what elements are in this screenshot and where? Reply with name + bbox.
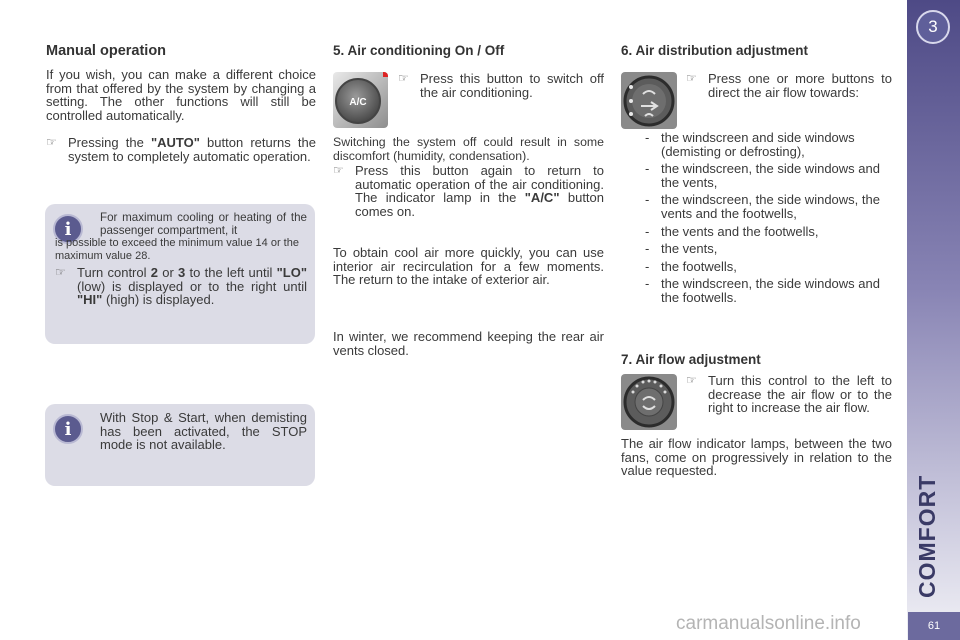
chapter-title: COMFORT: [914, 474, 940, 598]
pointing-hand-icon: ☞: [686, 71, 697, 85]
ac-off-note: Switching the system off could result in some discomfort (humidity, condensation).: [333, 135, 604, 163]
stop-start-text: With Stop & Start, when demisting has been activated, the STOP mode is not available.: [100, 410, 307, 453]
info-box-temperature: [45, 204, 315, 344]
ac-button-image: [333, 72, 388, 128]
auto-bullet: ☞ Pressing the "AUTO" button returns the system to completely automatic operation.: [46, 135, 316, 164]
air-flow-bullet: ☞ Turn this control to the left to decrease the air flow or to the right to increase the air flow.: [686, 373, 892, 416]
air-flow-control-image: [621, 374, 677, 430]
ac-on-bullet: ☞ Press this button again to return to automatic operation of the air conditioning. The indicator lamp in the "A/C" button comes on.: [333, 163, 604, 219]
chapter-number-badge: 3: [916, 10, 950, 44]
ac-off-bullet: ☞ Press this button to switch off the air conditioning.: [398, 71, 604, 100]
page-number: 61: [908, 612, 960, 640]
info-icon: i: [53, 214, 83, 244]
info-text-minmax: is possible to exceed the minimum value 14 or the maximum value 28.: [55, 237, 299, 262]
manual-operation-heading: Manual operation: [46, 43, 167, 59]
air-distribution-bullet: ☞ Press one or more buttons to direct the air flow towards:: [686, 71, 892, 100]
ac-heading: 5. Air conditioning On / Off: [333, 43, 505, 58]
ac-label: A/C: [349, 97, 367, 108]
list-item: - the vents,: [645, 241, 718, 257]
lo-hi-bullet: ☞ Turn control 2 or 3 to the left until "LO" (low) is displayed or to the right until "HI" (high) is displayed.: [55, 265, 307, 308]
air-distribution-heading: 6. Air distribution adjustment: [621, 43, 809, 58]
winter-paragraph: In winter, we recommend keeping the rear air vents closed.: [333, 329, 604, 358]
info-text-line1: For maximum cooling or heating of the passenger compartment, it: [100, 211, 307, 237]
pointing-hand-icon: ☞: [398, 71, 409, 85]
pointing-hand-icon: ☞: [686, 373, 697, 387]
recirculation-paragraph: To obtain cool air more quickly, you can use interior air recirculation for a few moments. The return to the intake of exterior air.: [333, 245, 604, 288]
pointing-hand-icon: ☞: [333, 163, 344, 177]
list-item: - the windscreen, the side windows, the vents and the footwells,: [645, 192, 880, 221]
list-item: - the footwells,: [645, 258, 737, 274]
list-item: - the windscreen, the side windows and the footwells.: [645, 276, 880, 305]
watermark: carmanualsonline.info: [676, 613, 861, 634]
list-item: - the vents and the footwells,: [645, 223, 819, 239]
manual-operation-intro: If you wish, you can make a different choice from that offered by the system by changing a setting. The other functions will still be controlled automatically.: [46, 67, 316, 123]
info-box-stop-start: [45, 404, 315, 486]
air-distribution-control-image: [621, 72, 677, 129]
info-icon: i: [53, 414, 83, 444]
air-distribution-list: [645, 131, 892, 309]
list-item: - the windscreen and side windows (demisting or defrosting),: [645, 130, 855, 159]
pointing-hand-icon: ☞: [46, 135, 57, 149]
air-flow-heading: 7. Air flow adjustment: [621, 352, 761, 367]
pointing-hand-icon: ☞: [55, 265, 66, 279]
list-item: - the windscreen, the side windows and the vents,: [645, 161, 880, 190]
air-flow-paragraph: The air flow indicator lamps, between the two fans, come on progressively in relation to the value requested.: [621, 436, 892, 479]
